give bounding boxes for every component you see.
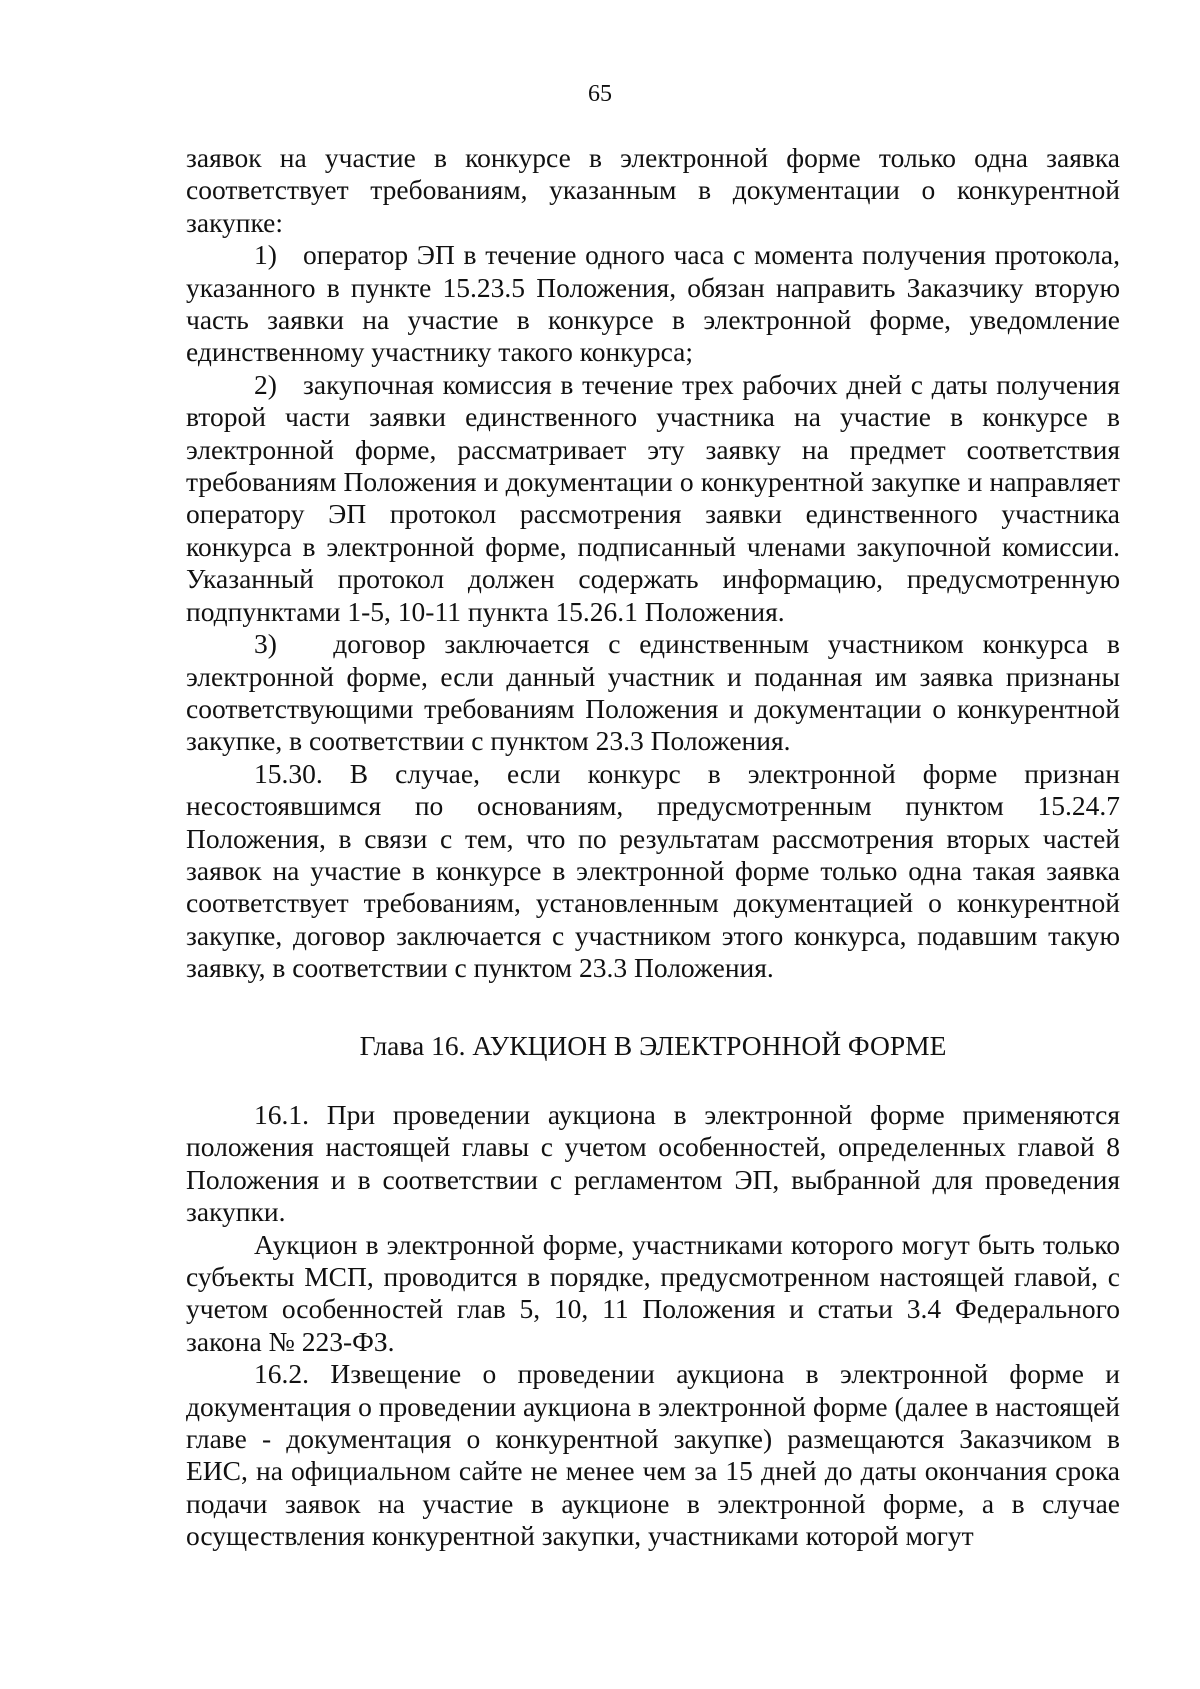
paragraph-16-2: 16.2. Извещение о проведении аукциона в электронной форме и документация о проведении аукциона в электронной форме (далее в настоящей главе - документация о конкурентной закупке) размещаются Заказчиком в ЕИС, на официальном сайте не менее чем за 15 дней до даты окончания срока подачи заявок на участие в аукционе в электронной форме, а в случае осуществления конкурентной закупки, участниками которой могут [186, 1358, 1120, 1552]
page-number: 65 [588, 81, 612, 107]
paragraph-15-30: 15.30. В случае, если конкурс в электронной форме признан несостоявшимся по основаниям, предусмотренным пунктом 15.24.7 Положения, в связи с тем, что по результатам рассмотрения вторых частей заявок на участие в конкурсе в электронной форме только одна такая заявка соответствует требованиям, установленным документацией о конкурентной закупке, договор заключается с участником этого конкурса, подавшим такую заявку, в соответствии с пунктом 23.3 Положения. [186, 757, 1120, 984]
document-body [186, 142, 1120, 1553]
paragraph-continuation: заявок на участие в конкурсе в электронной форме только одна заявка соответствует требованиям, указанным в документации о конкурентной закупке: [186, 142, 1120, 238]
paragraph-auction-msp: Аукцион в электронной форме, участниками которого могут быть только субъекты МСП, проводится в порядке, предусмотренном настоящей главой, с учетом особенностей глав 5, 10, 11 Положения и статьи 3.4 Федерального закона № 223-ФЗ. [186, 1228, 1120, 1357]
paragraph-16-1: 16.1. При проведении аукциона в электронной форме применяются положения настоящей главы с учетом особенностей, определенных главой 8 Положения и в соответствии с регламентом ЭП, выбранной для проведения закупки. [186, 1098, 1120, 1228]
paragraph-item-2: 2) закупочная комиссия в течение трех рабочих дней с даты получения второй части заявки единственного участника на участие в конкурсе в электронной форме, рассматривает эту заявку на предмет соответствия требованиям Положения и документации о конкурентной закупке и направляет оператору ЭП протокол рассмотрения заявки единственного участника конкурса в электронной форме, подписанный членами закупочной комиссии. Указанный протокол должен содержать информацию, предусмотренную подпунктами 1-5, 10-11 пункта 15.26.1 Положения. [186, 368, 1120, 627]
paragraph-item-3: 3) договор заключается с единственным участником конкурса в электронной форме, если данный участник и поданная им заявка признаны соответствующими требованиям Положения и документации о конкурентной закупке, в соответствии с пунктом 23.3 Положения. [186, 628, 1120, 757]
paragraph-item-1: 1) оператор ЭП в течение одного часа с момента получения протокола, указанного в пункте 15.23.5 Положения, обязан направить Заказчику вторую часть заявки на участие в конкурсе в электронной форме, уведомление единственному участнику такого конкурса; [186, 239, 1120, 368]
chapter-heading: Глава 16. АУКЦИОН В ЭЛЕКТРОННОЙ ФОРМЕ [359, 1029, 947, 1061]
